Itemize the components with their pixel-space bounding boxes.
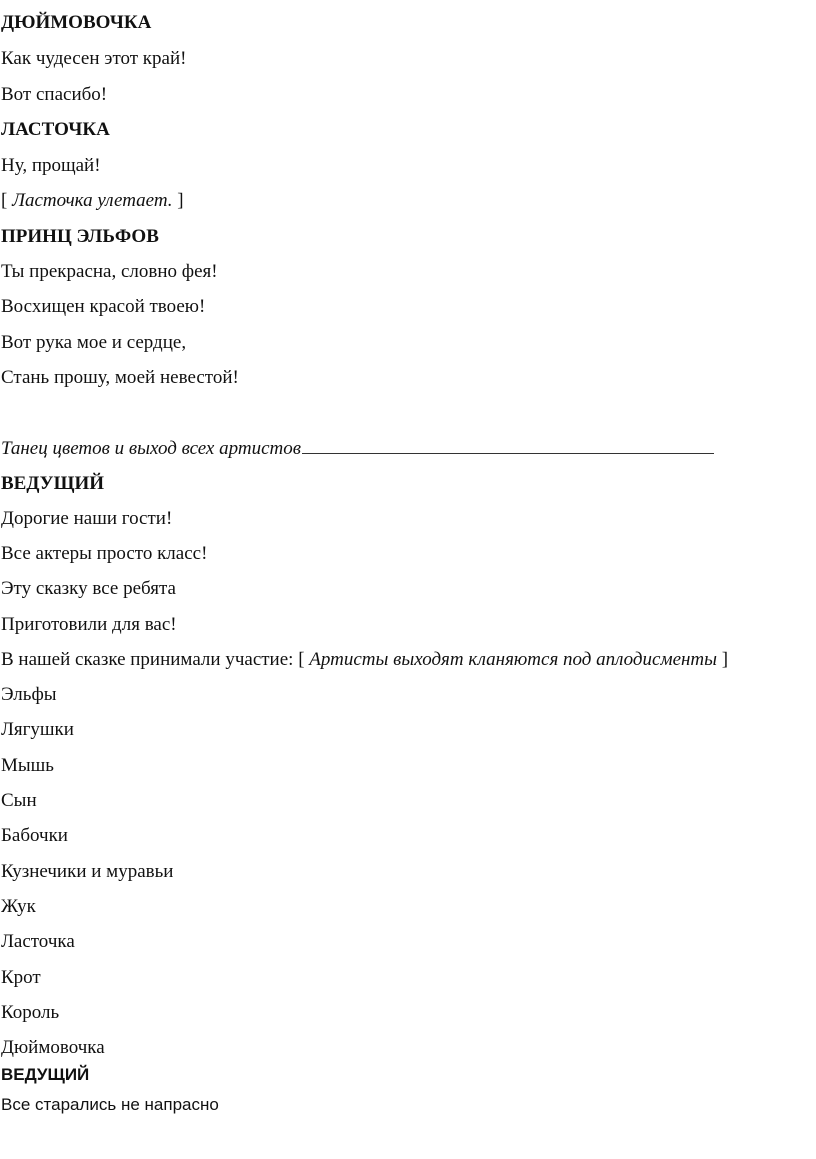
scene-title-text: Танец цветов и выход всех артистов [1,438,301,459]
underline-rule [302,437,714,454]
cast-item: Эльфы [1,684,57,705]
dialogue-line: Приготовили для вас! [1,614,177,635]
cast-item: Король [1,1002,60,1023]
speaker-host: ВЕДУЩИЙ [1,473,105,494]
dialogue-line: Стань прошу, моей невестой! [1,367,239,388]
cast-item: Бабочки [1,825,68,846]
cast-item: Крот [1,967,41,988]
scene-title [1,437,714,460]
cast-item: Лягушки [1,719,74,740]
cast-item: Мышь [1,755,54,776]
speaker-elf-prince: ПРИНЦ ЭЛЬФОВ [1,226,159,247]
cast-item: Дюймовочка [1,1037,105,1058]
cast-item: Ласточка [1,931,75,952]
participation-line [1,649,728,671]
speaker-thumbelina: ДЮЙМОВОЧКА [1,12,152,33]
dialogue-line: Восхищен красой твоею! [1,296,206,317]
dialogue-line: Все актеры просто класс! [1,543,208,564]
participation-text: В нашей сказке принимали участие: [1,649,294,670]
bracket-close: ] [721,649,729,670]
cast-item: Сын [1,790,37,811]
dialogue-line: Дорогие наши гости! [1,508,173,529]
dialogue-line: Ты прекрасна, словно фея! [1,261,218,282]
speaker-swallow: ЛАСТОЧКА [1,119,110,140]
cast-item: Кузнечики и муравьи [1,861,174,882]
dialogue-line: Как чудесен этот край! [1,48,187,69]
speaker-host-final: ВЕДУЩИЙ [1,1065,90,1084]
bracket-open: [ [1,190,8,211]
dialogue-line-final: Все старались не напрасно [1,1095,219,1114]
cast-item: Жук [1,896,36,917]
dialogue-line: Эту сказку все ребята [1,578,176,599]
dialogue-line: Вот рука мое и сердце, [1,332,187,353]
stage-direction-text: Ласточка улетает. [12,190,173,211]
stage-direction [1,190,184,212]
stage-direction-text: Артисты выходят кланяются под аплодисменты [309,649,718,670]
bracket-open: [ [298,649,305,670]
dialogue-line: Вот спасибо! [1,84,108,105]
bracket-close: ] [177,190,184,211]
dialogue-line: Ну, прощай! [1,155,101,176]
